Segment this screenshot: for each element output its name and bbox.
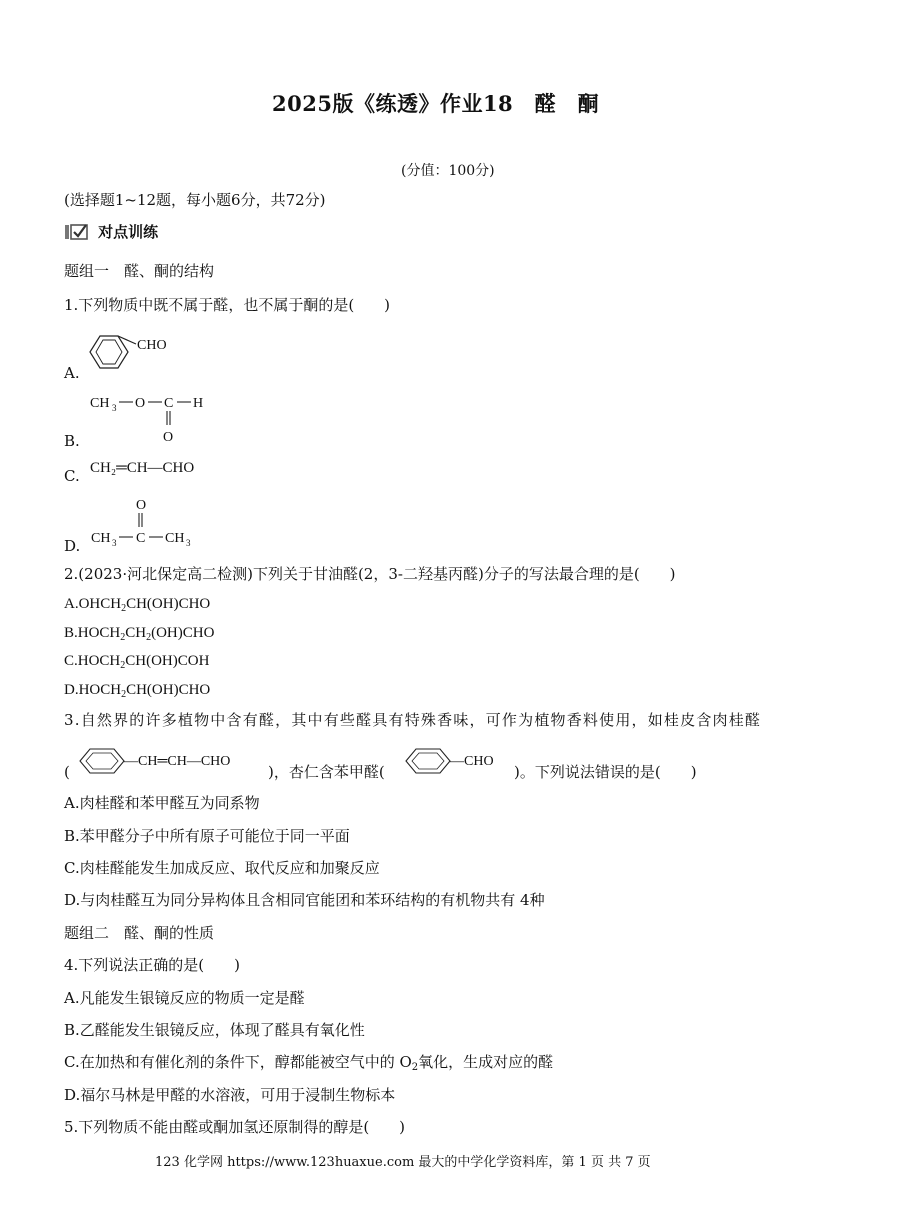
- q1-a-benzaldehyde-structure: [84, 328, 194, 378]
- svg-text:C: C: [136, 531, 146, 546]
- section-header-label: 对点训练: [98, 223, 159, 241]
- score-note: (分值：100分): [401, 163, 495, 179]
- q1-b-methyl-formate-structure: [88, 392, 218, 444]
- svg-text:O: O: [135, 396, 146, 411]
- q3-benzaldehyde-structure: [400, 744, 512, 778]
- page-footer: 123 化学网 https://www.123huaxue.com 最大的中学化学资料库，第 1 页 共 7 页: [155, 1155, 651, 1170]
- q1-option-c-label: C.: [64, 467, 80, 485]
- group-1-heading: 题组一 醛、酮的结构: [64, 262, 215, 280]
- q3-option-a: A.肉桂醛和苯甲醛互为同系物: [64, 794, 260, 812]
- q5-stem: 5.下列物质不能由醛或酮加氢还原制得的醇是( ): [64, 1118, 406, 1136]
- group-2-heading: 题组二 醛、酮的性质: [64, 924, 215, 942]
- instructions: (选择题1~12题，每小题6分，共72分): [64, 191, 326, 209]
- q3-cinnamaldehyde-structure: [74, 744, 264, 778]
- section-header: [64, 221, 158, 242]
- page-title: 2025版《练透》作业18 醛 酮: [272, 91, 600, 116]
- q1-d-o-text: O: [136, 498, 147, 513]
- q3-open-paren: (: [64, 763, 70, 781]
- check-box-icon: [64, 223, 90, 241]
- q4-option-d: D.福尔马林是甲醛的水溶液，可用于浸制生物标本: [64, 1086, 396, 1104]
- q2-option-c: $C.HOCH_2CH(OH)COH$: [64, 653, 210, 671]
- q1-option-a-label: A.: [64, 364, 80, 382]
- svg-text:3: 3: [186, 538, 191, 546]
- svg-text:3: 3: [112, 538, 117, 546]
- q3-mid-text: )，杏仁含苯甲醛(: [268, 763, 385, 781]
- q4-option-a: A.凡能发生银镜反应的物质一定是醛: [64, 989, 305, 1007]
- q1-option-d-label: D.: [64, 537, 81, 555]
- q3-cinnamal-text: —CH═CH—CHO: [124, 754, 231, 769]
- q4-stem: 4.下列说法正确的是( ): [64, 956, 241, 974]
- q1-option-b-label: B.: [64, 432, 80, 450]
- q3-option-d: D.与肉桂醛互为同分异构体且含相同官能团和苯环结构的有机物共有 4种: [64, 891, 545, 909]
- q3-option-b: B.苯甲醛分子中所有原子可能位于同一平面: [64, 827, 350, 845]
- q1-b-sub: 3: [112, 403, 117, 413]
- q1-b-ch3-text: CH: [90, 396, 110, 411]
- q3-benzal-text: —CHO: [450, 754, 494, 769]
- q1-stem: 1.下列物质中既不属于醛，也不属于酮的是( ): [64, 296, 391, 314]
- q2-stem: 2.(2023·河北保定高二检测)下列关于甘油醛(2，3-二羟基丙醛)分子的写法最合理的是( ): [64, 565, 676, 583]
- q1-d-acetone-structure: [88, 494, 198, 546]
- q4-option-b: B.乙醛能发生银镜反应，体现了醛具有氧化性: [64, 1021, 365, 1039]
- q1-b-o-text: O: [163, 430, 174, 444]
- q3-stem: 3.自然界的许多植物中含有醛，其中有些醛具有特殊香味，可作为植物香料使用，如桂皮含肉桂醛: [64, 711, 762, 729]
- q3-option-c: C.肉桂醛能发生加成反应、取代反应和加聚反应: [64, 859, 380, 877]
- q3-end-text: )。下列说法错误的是( ): [514, 763, 697, 781]
- svg-text:CH: CH: [165, 531, 185, 546]
- svg-text:CH: CH: [91, 531, 111, 546]
- q1-c-structure: CH₂═CH—CHO: [90, 460, 195, 476]
- q1-a-cho-text: CHO: [137, 338, 167, 353]
- q4-option-c: C.在加热和有催化剂的条件下，醇都能被空气中的 $O_2$氧化，生成对应的醛: [64, 1053, 554, 1073]
- q2-option-d: $D.HOCH_2CH(OH)CHO$: [64, 682, 211, 700]
- svg-text:H: H: [193, 396, 204, 411]
- q2-option-b: $B.HOCH_2CH_2(OH)CHO$: [64, 625, 215, 643]
- svg-text:C: C: [164, 396, 174, 411]
- q2-option-a: $A.OHCH_2CH(OH)CHO$: [64, 596, 211, 614]
